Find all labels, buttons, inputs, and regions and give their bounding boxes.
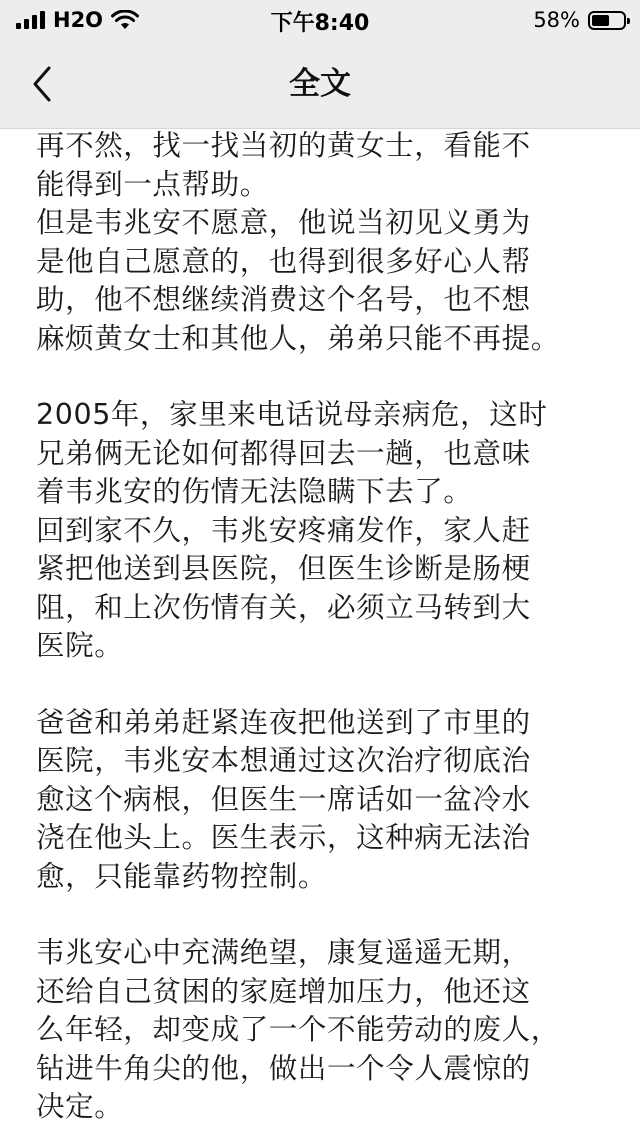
article-line: 是他自己愿意的，也得到很多好心人帮 [36,244,531,278]
article-line: 着韦兆安的伤情无法隐瞒下去了。 [36,475,473,508]
article-body [36,129,612,1136]
article-line: 但是韦兆安不愿意，他说当初见义勇为 [36,206,531,239]
article-line: 愈，只能靠药物控制。 [36,859,328,893]
article-paragraph [36,129,612,358]
article-line: 钻进牛角尖的他，做出一个令人震惊的 [36,1051,531,1085]
nav-bar [0,40,640,129]
article-line: 阻，和上次伤情有关，必须立马转到大 [36,590,531,624]
article-line: 么年轻，却变成了一个不能劳动的废人， [36,1013,560,1046]
status-time: 下午8:40 [270,11,370,36]
article-scroll-area[interactable] [0,129,640,1136]
carrier-name: H2O [53,8,104,32]
article-line: 医院，韦兆安本想通过这次治疗彻底治 [36,744,531,777]
article-line: 韦兆安心中充满绝望，康复遥遥无期， [36,936,531,969]
battery-fill [592,15,609,26]
article-line: 还给自己贫困的家庭增加压力，他还这 [36,974,531,1008]
article-line: 2005年，家里来电话说母亲病危，这时 [36,398,548,431]
article-line: 愈这个病根，但医生一席话如一盆冷水 [36,782,531,816]
battery-percent: 58% [533,8,580,32]
article-line: 回到家不久，韦兆安疼痛发作，家人赶 [36,513,531,547]
article-paragraph [36,704,612,897]
article-paragraph [36,934,612,1127]
article-line: 决定。 [36,1090,124,1123]
article-line: 紧把他送到县医院，但医生诊断是肠梗 [36,552,531,585]
back-button[interactable] [22,60,62,108]
article-line: 能得到一点帮助。 [36,167,269,201]
article-line: 医院。 [36,629,124,662]
chevron-left-icon [30,64,54,104]
battery-icon [588,11,626,30]
article-line: 兄弟俩无论如何都得回去一趟，也意味 [36,436,531,470]
status-bar [0,0,640,40]
article-paragraph [36,396,612,666]
status-right [533,8,626,32]
article-line: 再不然，找一找当初的黄女士，看能不 [36,129,531,162]
article-line: 浇在他头上。医生表示，这种病无法治 [36,821,531,854]
article-line: 助，他不想继续消费这个名号，也不想 [36,283,531,316]
article-line: 麻烦黄女士和其他人，弟弟只能不再提。 [36,321,560,355]
page-title: 全文 [289,66,351,102]
article-line: 爸爸和弟弟赶紧连夜把他送到了市里的 [36,705,531,739]
battery-nub [627,18,630,24]
